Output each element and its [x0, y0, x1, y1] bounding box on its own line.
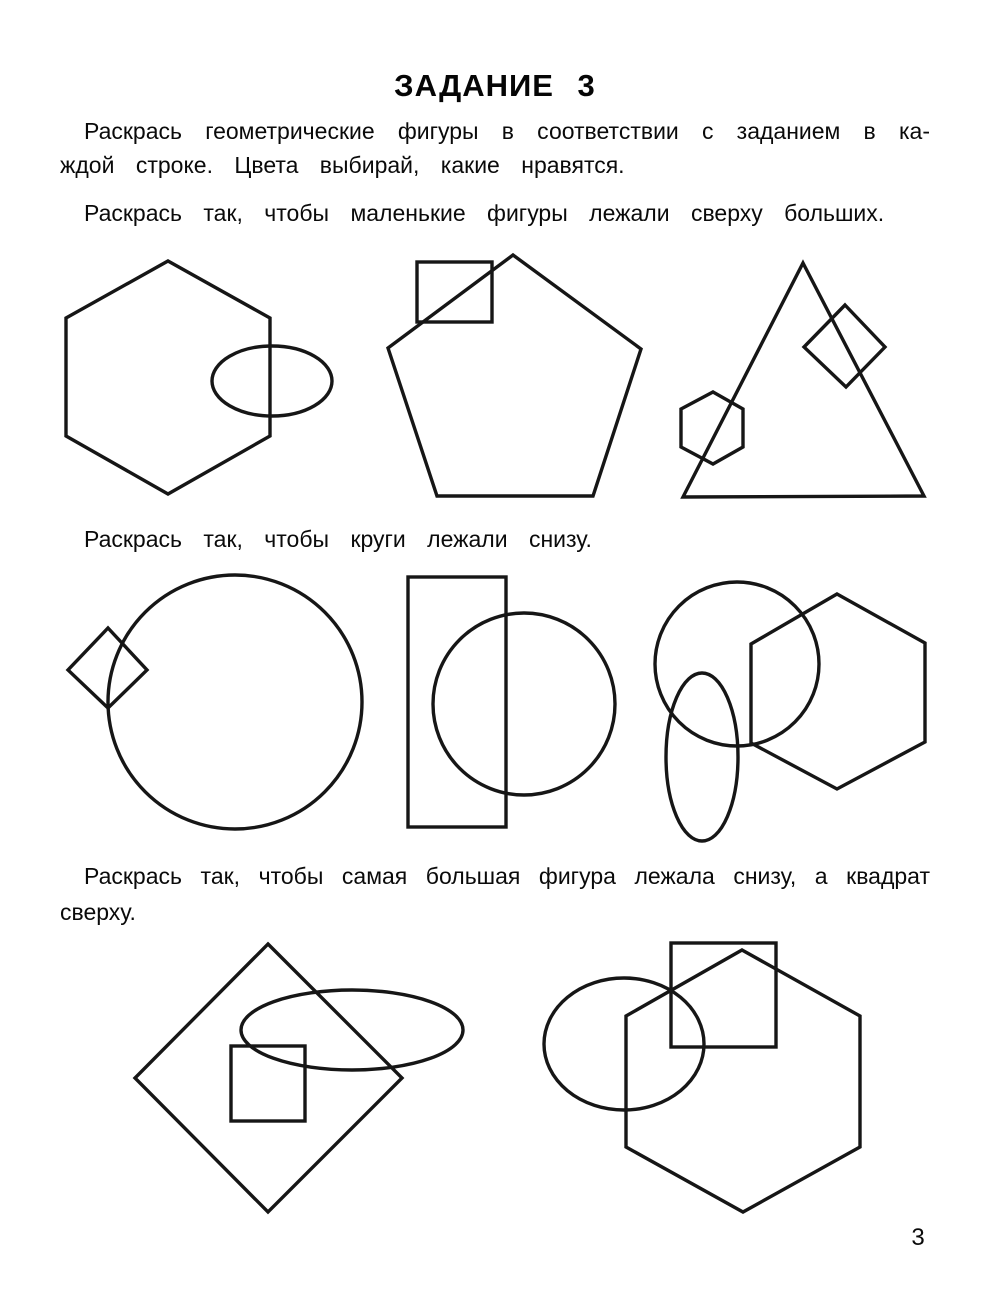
page-number: 3 — [911, 1224, 925, 1251]
circle — [655, 582, 819, 746]
row-3-biggest-bottom-square-top — [135, 943, 860, 1212]
task-2-instruction — [60, 522, 930, 556]
small-hexagon — [681, 392, 743, 464]
triangle — [683, 263, 924, 497]
small-ellipse — [212, 346, 332, 416]
row-1-small-figures-on-top-of-big — [66, 255, 924, 497]
pentagon — [388, 255, 641, 496]
square — [671, 943, 776, 1047]
task-1-line-1: Раскрась так, чтобы маленькие фигуры лежали сверху больших. — [84, 200, 885, 226]
small-square — [417, 262, 492, 322]
ellipse — [544, 978, 704, 1110]
big-rotated-square — [135, 944, 402, 1212]
small-rotated-square — [68, 628, 147, 708]
hexagon — [751, 594, 925, 789]
intro-line-2: ждой строке. Цвета выбирай, какие нравятся. — [60, 152, 625, 178]
circle — [433, 613, 615, 795]
small-rotated-square — [804, 305, 885, 387]
task-1-instruction — [60, 196, 930, 230]
wide-ellipse — [241, 990, 463, 1070]
row-2-circles-on-bottom — [68, 575, 925, 841]
task-3-line-2: сверху. — [60, 899, 136, 925]
task-3-instruction — [60, 858, 930, 930]
task-2-line-1: Раскрась так, чтобы круги лежали снизу. — [84, 526, 592, 552]
task-3-line-1: Раскрась так, чтобы самая большая фигура лежала снизу, а квадрат — [84, 863, 930, 889]
intro-line-1: Раскрась геометрические фигуры в соответствии с заданием в ка- — [84, 118, 930, 144]
tall-rectangle — [408, 577, 506, 827]
small-square — [231, 1046, 305, 1121]
big-hexagon — [66, 261, 270, 494]
big-circle — [108, 575, 362, 829]
big-hexagon — [626, 950, 860, 1212]
page-title: ЗАДАНИЕ 3 — [394, 68, 596, 103]
vertical-ellipse — [666, 673, 738, 841]
intro-paragraph — [60, 114, 930, 182]
